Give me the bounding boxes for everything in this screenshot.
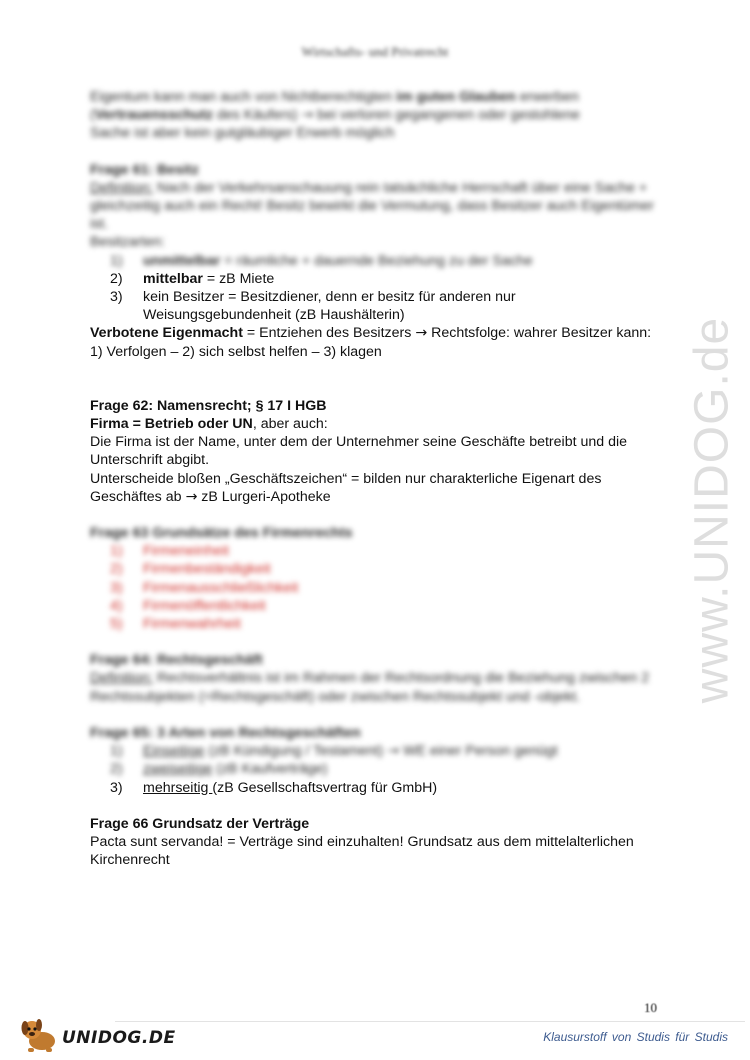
intro-text: (: [90, 107, 95, 124]
list-text: (zB Kaufverträge): [212, 761, 328, 778]
list-number: 3): [110, 289, 123, 306]
q64-heading: Frage 64: Rechtsgeschäft: [90, 652, 263, 669]
intro-text: des Käufers): [213, 107, 302, 124]
list-item: [110, 742, 665, 760]
definition-label: Definition:: [90, 179, 154, 196]
arrow-icon: →: [301, 107, 314, 124]
intro-text: Sache ist aber kein gutgläubiger Erwerb möglich: [90, 125, 395, 142]
dog-mascot-icon: [18, 1014, 62, 1054]
intro-text: Eigentum kann man auch von Nichtberechtigten: [90, 89, 397, 105]
footer-tagline: Klausurstoff von Studis für Studis: [543, 1030, 728, 1044]
list-term: unmittelbar: [143, 252, 221, 269]
q61-list: [90, 252, 665, 325]
list-number: 2): [110, 761, 123, 778]
logo-text: UNIDOG.DE: [62, 1028, 176, 1048]
list-text: kein Besitzer = Besitzdiener, denn er besitz für anderen nur Weisungsgebundenheit (zB Haushälterin): [143, 289, 516, 324]
q61-heading: Frage 61: Besitz: [90, 161, 199, 178]
list-text: Firmenöffentlichkeit: [143, 597, 266, 614]
q63-list: [90, 542, 665, 633]
intro-term-good-faith: im guten Glauben: [396, 89, 516, 105]
q66-paragraph: Pacta sunt servanda! = Verträge sind einzuhalten! Grundsatz aus dem mittelalterlichen Kirchenrecht: [90, 833, 634, 869]
list-text: WE einer Person genügt: [399, 743, 558, 760]
list-item: [110, 760, 665, 778]
intro-term-trust: Vertrauensschutz: [94, 107, 214, 124]
list-item: [110, 560, 665, 578]
arrow-icon: →: [185, 488, 198, 505]
prohibited-self-help-term: Verbotene Eigenmacht: [90, 325, 243, 342]
list-term: Einseitige: [143, 743, 205, 760]
q62-paragraph: [90, 470, 665, 506]
watermark-text: www.UNIDOG.de: [685, 316, 739, 704]
list-text: Firmenwahrheit: [143, 616, 241, 633]
list-text: = räumliche + dauernde Beziehung zu der Sache: [220, 252, 533, 269]
q62-paragraph: Die Firma ist der Name, unter dem der Unternehmer seine Geschäfte betreibt und die Unterschrift abgibt.: [90, 434, 628, 469]
q64-definition-text: Rechtsverhältnis ist im Rahmen der Rechtsordnung die Beziehung zwischen 2 Rechtssubjekten (=Rechtsgeschäft) oder zwischen Rechtssubjekt und -objekt.: [90, 670, 650, 705]
firma-term: Firma = Betrieb oder UN: [90, 416, 253, 433]
list-item: [110, 779, 665, 797]
arrow-icon: →: [387, 743, 400, 760]
list-item: [110, 579, 665, 597]
list-text: = zB Miete: [202, 270, 275, 287]
paragraph-text: Unterscheide bloßen „Geschäftszeichen“ = bilden nur charakterliche Eigenart des Geschäftes ab: [90, 470, 602, 505]
q65-heading: Frage 65: 3 Arten von Rechtsgeschäften: [90, 724, 361, 741]
q61-types-label: Besitzarten:: [90, 234, 165, 251]
list-item: [110, 270, 665, 288]
document-body: [90, 88, 665, 869]
list-text: Firmenbeständigkeit: [143, 561, 271, 578]
list-item: [110, 542, 665, 560]
list-number: 3): [110, 579, 123, 596]
list-term: mittelbar: [143, 270, 203, 287]
list-item: [110, 252, 665, 270]
paragraph-text: Rechtsfolge: wahrer Besitzer kann: 1) Verfolgen – 2) sich selbst helfen – 3) klagen: [90, 325, 652, 360]
paragraph-text: = Entziehen des Besitzers: [242, 325, 416, 342]
list-number: 2): [110, 561, 123, 578]
list-term: zweiseitige: [143, 761, 213, 778]
list-item: [110, 597, 665, 615]
intro-paragraph: [90, 88, 665, 143]
list-number: 3): [110, 779, 123, 796]
q61-definition-text: Nach der Verkehrsanschauung rein tatsächliche Herrschaft über eine Sache + gleichzeitig auch ein Recht! Besitz bewirkt die Vermutung, dass Besitzer auch Eigentümer ist.: [90, 179, 654, 233]
list-term: mehrseitig: [143, 779, 213, 796]
q63-heading: Frage 63 Grundsätze des Firmenrechts: [90, 525, 353, 542]
page-number: 10: [644, 1000, 657, 1015]
q63-section: [90, 524, 665, 633]
q66-heading: Frage 66 Grundsatz der Verträge: [90, 815, 310, 832]
list-number: 1): [110, 252, 123, 269]
list-item: [110, 288, 665, 324]
q61-definition-block: [90, 161, 665, 252]
paragraph-text: zB Lurgeri-Apotheke: [197, 488, 331, 505]
list-text: Firmeneinheit: [143, 543, 229, 560]
running-header: Wirtschafts- und Privatrecht: [301, 44, 449, 59]
list-text: Firmenausschließlichkeit: [143, 579, 299, 596]
paragraph-text: , aber auch:: [252, 416, 328, 433]
list-number: 1): [110, 743, 123, 760]
q65-list: [90, 742, 665, 797]
q62-heading: Frage 62: Namensrecht; § 17 I HGB: [90, 397, 327, 414]
intro-text: erwerben: [515, 89, 579, 105]
q61-prohibited-self-help: [90, 324, 665, 360]
list-text: (zB Gesellschaftsvertrag für GmbH): [212, 779, 438, 796]
list-number: 2): [110, 270, 123, 287]
arrow-icon: →: [415, 325, 428, 342]
list-number: 1): [110, 543, 123, 560]
intro-text: bei verloren gegangenen oder gestohlene: [313, 107, 580, 124]
list-item: [110, 615, 665, 633]
list-text: (zB Kündigung / Testament): [204, 743, 388, 760]
unidog-logo: [18, 1014, 178, 1056]
list-number: 5): [110, 616, 123, 633]
list-number: 4): [110, 597, 123, 614]
q64-section: [90, 651, 665, 706]
footer-divider: [115, 1021, 745, 1022]
definition-label: Definition:: [90, 670, 154, 687]
q65-heading-block: [90, 724, 665, 742]
